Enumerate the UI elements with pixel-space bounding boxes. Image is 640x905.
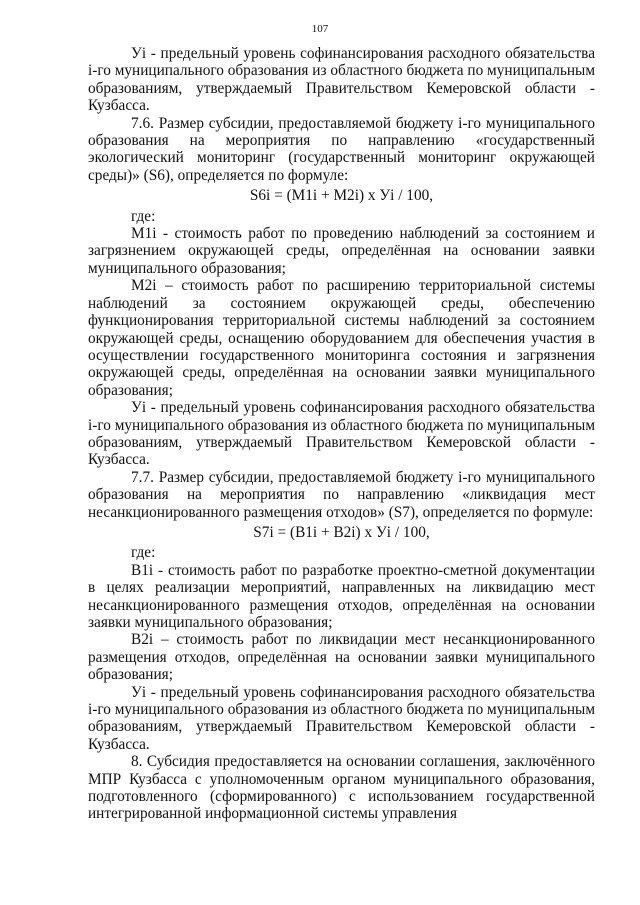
document-body <box>88 45 595 823</box>
paragraph-u-definition-3: Уi - предельный уровень софинансирования расходного обязательства i-го муниципального образования из областного бюджета по муниципальным образованиям, утверждаемый Правительством Кемеровской области - Кузбасса. <box>88 683 595 753</box>
paragraph-m1-definition: M1i - стоимость работ по проведению наблюдений за состоянием и загрязнением окружающей среды, определённая на основании заявки муниципального образования; <box>88 225 595 277</box>
paragraph-7-6: 7.6. Размер субсидии, предоставляемой бюджету i-го муниципального образования на мероприятия по направлению «государственный экологический мониторинг (государственный мониторинг окружающей среды)» (S6), определяется по формуле: <box>88 114 595 184</box>
where-label-1: где: <box>131 207 156 225</box>
formula-s7: S7i = (B1i + B2i) x Уi / 100, <box>253 523 430 541</box>
page-number: 107 <box>311 23 329 35</box>
paragraph-u-definition-1: Уi - предельный уровень софинансирования расходного обязательства i-го муниципального образования из областного бюджета по муниципальным образованиям, утверждаемый Правительством Кемеровской области - Кузбасса. <box>88 45 595 115</box>
formula-s6: S6i = (M1i + M2i) x Уi / 100, <box>249 187 434 205</box>
where-label-2: где: <box>131 544 156 562</box>
paragraph-7-7: 7.7. Размер субсидии, предоставляемой бюджету i-го муниципального образования на мероприятия по направлению «ликвидация мест несанкционированного размещения отходов» (S7), определяется по формуле: <box>88 468 595 521</box>
paragraph-b1-definition: B1i - стоимость работ по разработке проектно-сметной документации в целях реализации мероприятий, направленных на ликвидацию мест несанкционированного размещения отходов, определённая на основании заявки муниципального образования; <box>88 561 595 631</box>
paragraph-u-definition-2: Уi - предельный уровень софинансирования расходного обязательства i-го муниципального образования из областного бюджета по муниципальным образованиям, утверждаемый Правительством Кемеровской области - Кузбасса. <box>88 399 595 469</box>
paragraph-m2-definition: M2i – стоимость работ по расширению территориальной системы наблюдений за состоянием окружающей среды, обеспечению функционирования территориальной системы наблюдений за состоянием окружающей среды, оснащению оборудованием для обеспечения участия в осуществлении государственного мониторинга состояния и загрязнения окружающей среды, определённая на основании заявки муниципального образования; <box>88 277 595 399</box>
paragraph-b2-definition: B2i – стоимость работ по ликвидации мест несанкционированного размещения отходов, определённая на основании заявки муниципального образования; <box>88 631 595 684</box>
paragraph-8: 8. Субсидия предоставляется на основании соглашения, заключённого МПР Кузбасса с уполномоченным органом муниципального образования, подготовленного (сформированного) с использованием государственной интегрированной информационной системы управления <box>88 753 595 823</box>
